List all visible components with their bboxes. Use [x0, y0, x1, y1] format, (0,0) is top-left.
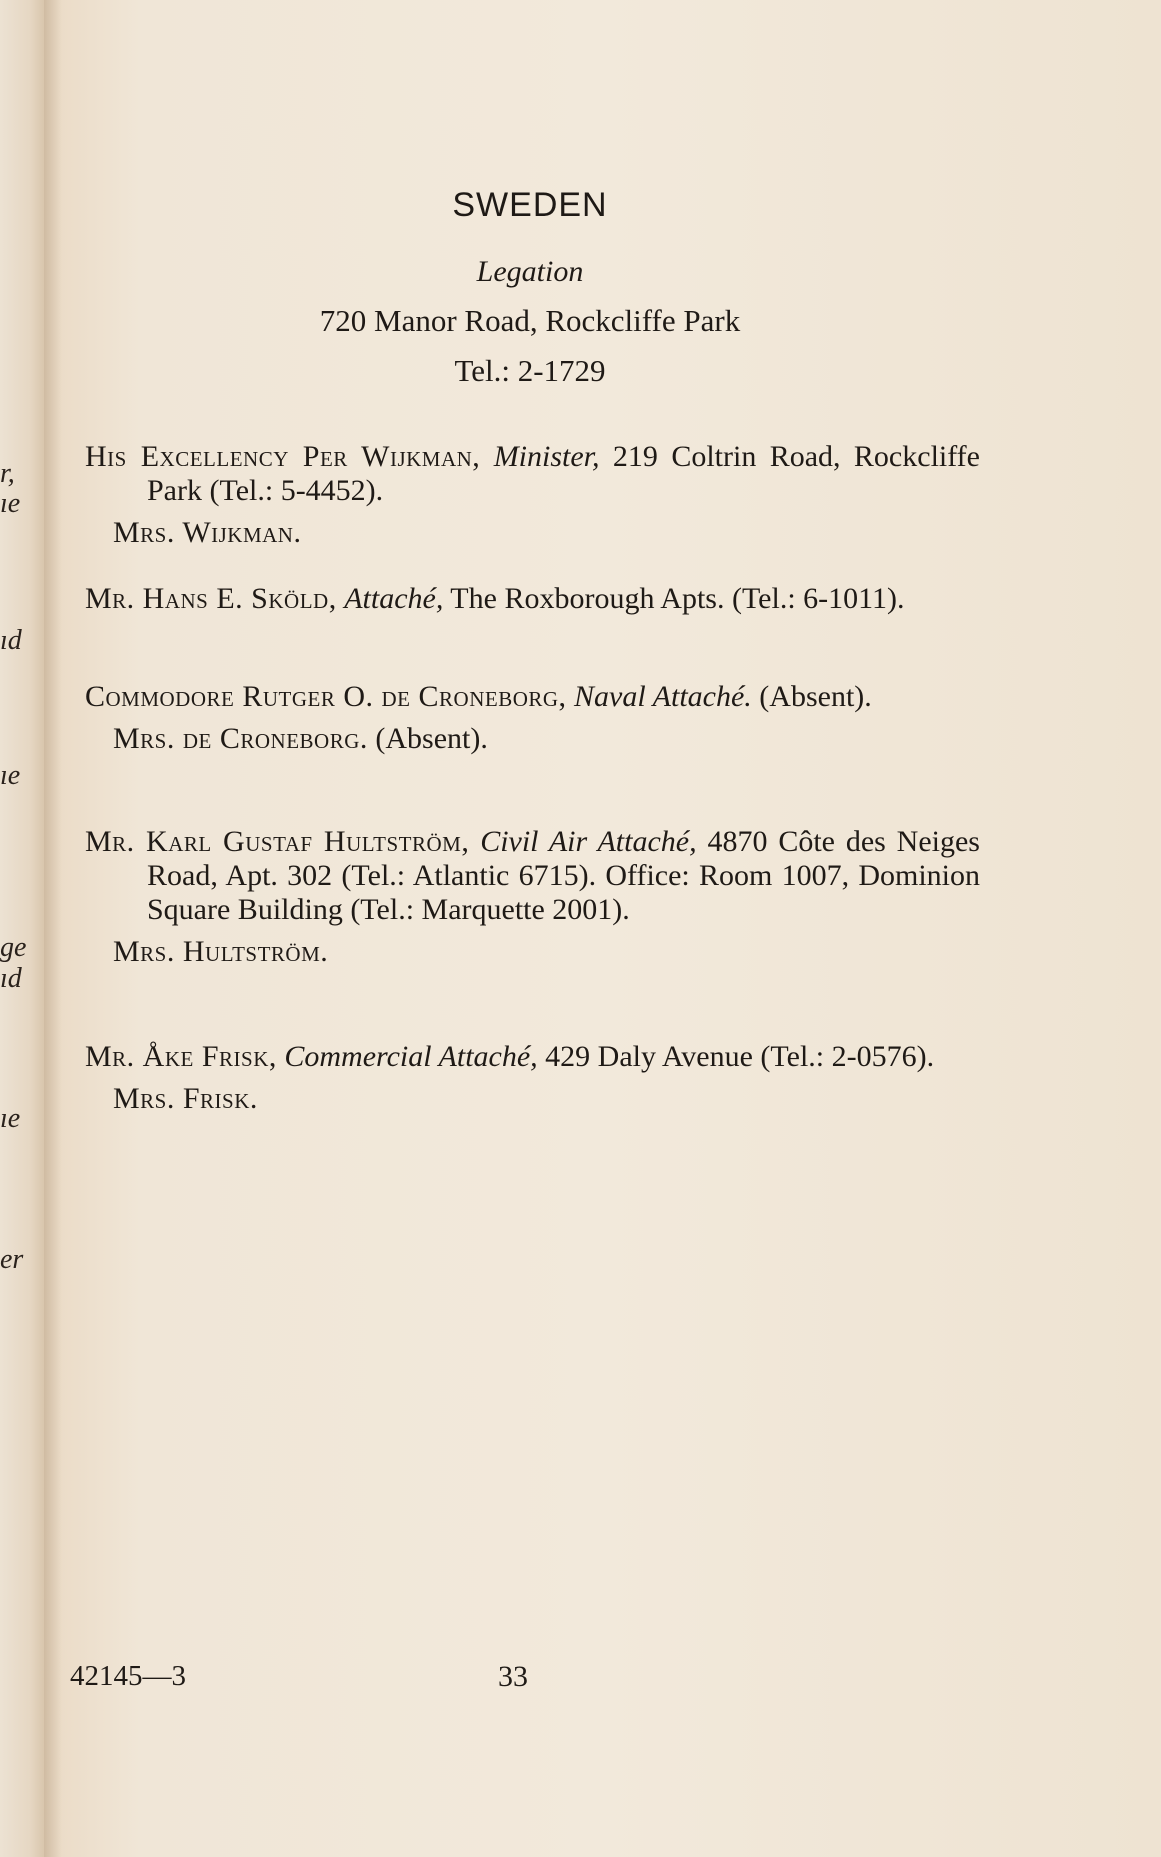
entry-details: 4870 Côte des Neiges Road, Apt. 302 (Tel.: Atlantic 6715). Office: Room 1007, Dominion Square Building (Tel.: Marquette 2001).	[147, 825, 980, 926]
margin-fragment: ge	[0, 932, 27, 963]
country-heading: SWEDEN	[452, 186, 608, 224]
margin-fragment: ıd	[0, 625, 22, 656]
entry-details: (Absent).	[751, 680, 872, 713]
entry-title: Naval Attaché.	[574, 680, 752, 713]
entry-text	[85, 1040, 980, 1074]
entry-text	[85, 582, 980, 616]
directory-entry	[85, 680, 980, 756]
directory-entry	[85, 825, 980, 969]
entry-spouse: Mrs. Hultström.	[113, 935, 329, 968]
directory-entry	[85, 582, 980, 616]
entry-text	[85, 680, 980, 714]
margin-fragment: ıe	[0, 488, 21, 519]
entry-spouse: Mrs. Wijkman.	[113, 516, 302, 549]
page-number: 33	[498, 1660, 528, 1693]
margin-fragment: ıe	[0, 760, 21, 791]
entry-title: Commercial Attaché,	[284, 1040, 538, 1073]
entry-title: Civil Air Attaché,	[480, 825, 697, 858]
margin-fragment: r,	[0, 458, 15, 489]
margin-fragment: ıe	[0, 1103, 21, 1134]
entry-name: His Excellency Per Wijkman,	[85, 440, 481, 473]
margin-fragment: ıd	[0, 963, 22, 994]
entry-details: 429 Daly Avenue (Tel.: 2-0576).	[537, 1040, 935, 1073]
entry-text	[85, 825, 980, 927]
directory-entry	[85, 440, 980, 550]
legation-address: 720 Manor Road, Rockcliffe Park	[319, 303, 741, 338]
entry-title: Attaché,	[344, 582, 444, 615]
entry-details: The Roxborough Apts. (Tel.: 6-1011).	[443, 582, 905, 615]
entry-spouse: Mrs. de Croneborg.	[113, 722, 368, 755]
entry-name: Mr. Åke Frisk,	[85, 1040, 277, 1073]
legation-telephone: Tel.: 2-1729	[454, 353, 606, 388]
footer-code: 42145—3	[70, 1660, 186, 1692]
entry-name: Mr. Karl Gustaf Hultström,	[85, 825, 470, 858]
directory-entry	[85, 1040, 980, 1116]
entry-details: 219 Coltrin Road, Rockcliffe Park (Tel.: 5-4452).	[147, 440, 980, 507]
entry-name: Commodore Rutger O. de Croneborg,	[85, 680, 567, 713]
entry-spouse-line	[85, 722, 980, 756]
entry-title: Minister,	[493, 440, 600, 473]
margin-fragment: er	[0, 1244, 24, 1275]
section-heading: Legation	[476, 255, 584, 288]
entry-name: Mr. Hans E. Sköld,	[85, 582, 337, 615]
entry-text	[85, 440, 980, 508]
entry-spouse: Mrs. Frisk.	[113, 1082, 258, 1115]
entry-spouse-note: (Absent).	[367, 722, 488, 755]
